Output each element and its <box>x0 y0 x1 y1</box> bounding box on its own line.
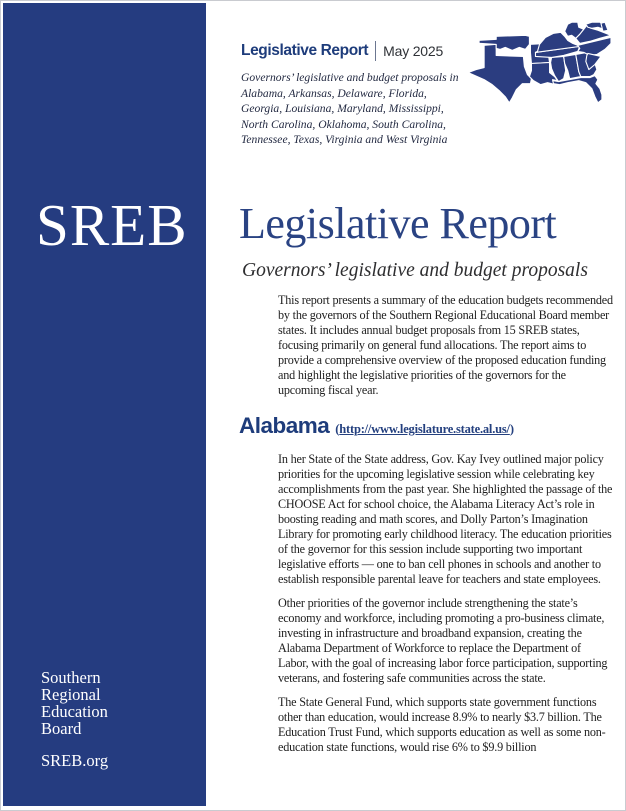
masthead-report-name: Legislative Report <box>241 42 369 59</box>
main-content <box>239 198 613 755</box>
state-legislature-link-wrap <box>335 422 513 436</box>
intro-paragraph: This report presents a summary of the education budgets recommended by the governors of the Southern Regional Educational Board member states. It includes annual budget proposals from 15 SREB states, focusing primarily on general fund allocations. The report aims to provide a comprehensive overview of the proposed education funding and highlight the legislative priorities of the governors for the upcoming fiscal year. <box>278 293 613 397</box>
sidebar <box>3 3 206 806</box>
divider-rule <box>375 41 376 61</box>
sreb-states-map <box>467 22 612 104</box>
org-name-line: Education <box>41 702 108 721</box>
organization-name <box>41 669 108 737</box>
section-heading-alabama <box>239 412 613 443</box>
section-paragraph: In her State of the State address, Gov. Kay Ivey outlined major policy priorities for the upcoming legislative session while celebrating key accomplishments from the past year. She highlighted the passage of the CHOOSE Act for school choice, the Alabama Literacy Act’s role in boosting reading and math scores, and Dolly Parton’s Imagination Library for promoting early childhood literacy. The education priorities of the governor for this session include supporting two important legislative efforts — one to ban cell phones in schools and another to establish responsible parental leave for teachers and state employees. <box>278 452 613 586</box>
state-name: Alabama <box>239 413 330 438</box>
section-paragraph: The State General Fund, which supports state government functions other than education, would increase 8.9% to nearly $3.7 billion. The Education Trust Fund, which supports education as well as some non-education state functions, would rise 6% to $9.9 billion <box>278 695 606 754</box>
website-url: SREB.org <box>41 751 109 770</box>
state-legislature-link[interactable]: http://www.legislature.state.al.us/ <box>339 422 510 436</box>
page-title: Legislative Report <box>239 199 557 248</box>
org-name-line: Regional <box>41 685 101 704</box>
org-name-line: Southern <box>41 668 101 687</box>
link-open-paren: ( <box>335 422 340 436</box>
masthead <box>241 41 463 148</box>
link-close-paren: ) <box>509 422 514 436</box>
section-paragraph: Other priorities of the governor include strengthening the state’s economy and workforce, including promoting a pro-business climate, investing in infrastructure and broadband expansion, creating the Alabama Department of Workforce to replace the Department of Labor, with the goal of increasing labor force participation, supporting veterans, and fostering safe communities across the state. <box>278 596 608 685</box>
map-state-texas <box>468 44 531 102</box>
masthead-title-row <box>241 41 463 61</box>
page-subtitle: Governors’ legislative and budget proposals <box>242 260 588 281</box>
org-name-line: Board <box>41 719 82 738</box>
sreb-states-map-icon <box>467 22 612 104</box>
issue-date: May 2025 <box>383 43 444 59</box>
masthead-description: Governors’ legislative and budget proposals in Alabama, Arkansas, Delaware, Florida, Georgia, Louisiana, Maryland, Mississippi, North Carolina, Oklahoma, South Carolina, Tennessee, Texas, Virginia and West Virginia <box>241 71 459 147</box>
map-state-delaware <box>601 22 608 31</box>
sreb-wordmark: SREB <box>36 192 188 258</box>
